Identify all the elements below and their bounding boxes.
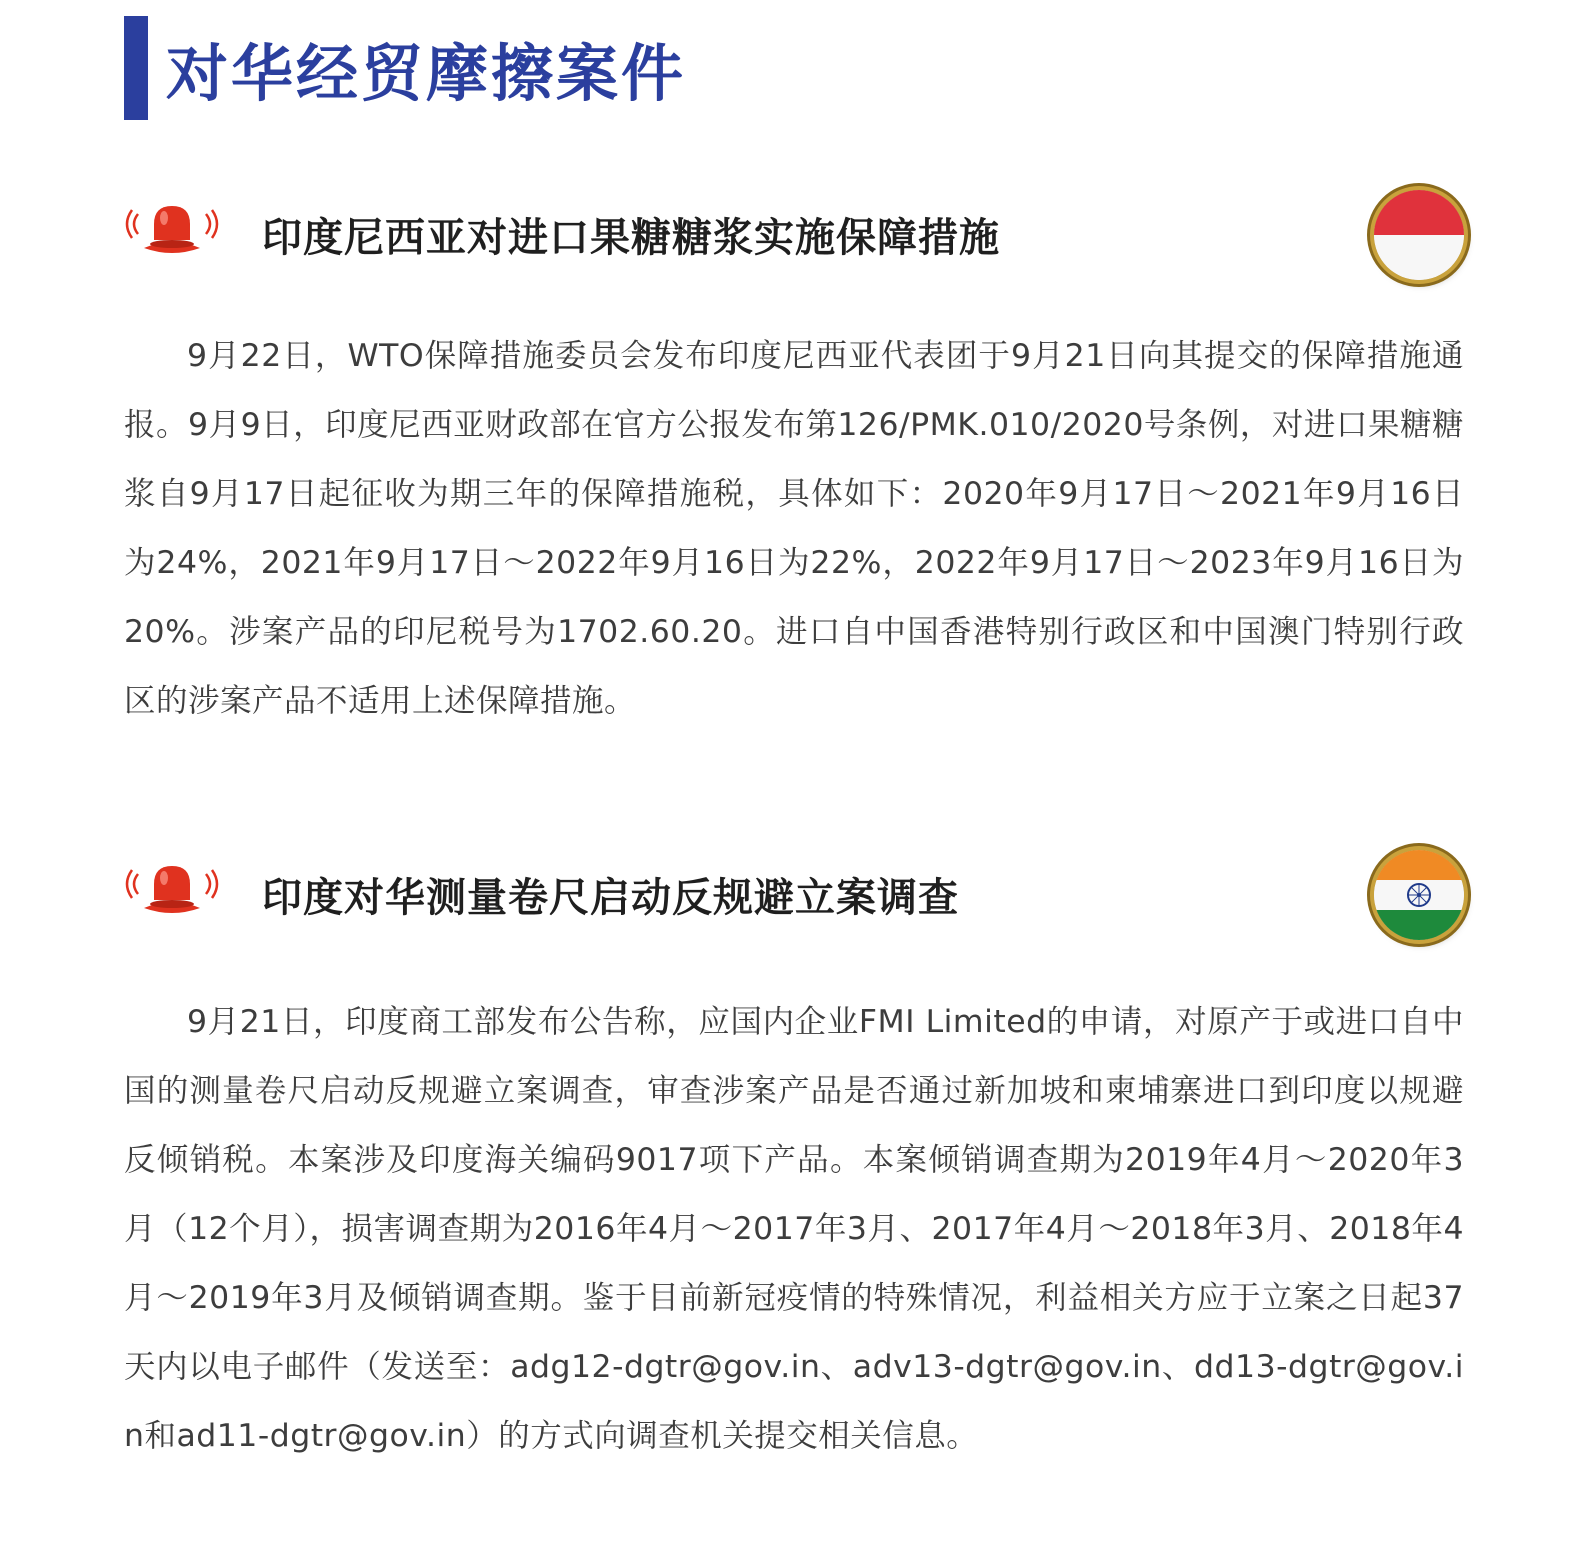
page-title: 对华经贸摩擦案件 (166, 36, 687, 110)
case-header (124, 190, 1464, 280)
case-item (124, 850, 1464, 1471)
alarm-bell-icon (124, 860, 220, 918)
case-header (124, 850, 1464, 940)
indonesia-flag-icon (1374, 190, 1464, 280)
page-header (124, 16, 686, 120)
case-item (124, 190, 1464, 736)
header-accent-bar (124, 16, 148, 120)
case-body: 9月22日，WTO保障措施委员会发布印度尼西亚代表团于9月21日向其提交的保障措施通报。9月9日，印度尼西亚财政部在官方公报发布第126/PMK.010/2020号条例，对进口果糖糖浆自9月17日起征收为期三年的保障措施税，具体如下：2020年9月17日～2021年9月16日为24%，2021年9月17日～2022年9月16日为22%，2022年9月17日～2023年9月16日为20%。涉案产品的印尼税号为1702.60.20。进口自中国香港特别行政区和中国澳门特别行政区的涉案产品不适用上述保障措施。 (124, 338, 1464, 719)
case-title: 印度尼西亚对进口果糖糖浆实施保障措施 (262, 215, 1000, 261)
case-body: 9月21日，印度商工部发布公告称，应国内企业FMI Limited的申请，对原产于或进口自中国的测量卷尺启动反规避立案调查，审查涉案产品是否通过新加坡和柬埔寨进口到印度以规避反倾销税。本案涉及印度海关编码9017项下产品。本案倾销调查期为2019年4月～2020年3月（12个月），损害调查期为2016年4月～2017年3月、2017年4月～2018年3月、2018年4月～2019年3月及倾销调查期。鉴于目前新冠疫情的特殊情况，利益相关方应于立案之日起37天内以电子邮件（发送至：adg12-dgtr@gov.in、adv13-dgtr@gov.in、dd13-dgtr@gov.in和ad11-dgtr@gov.in）的方式向调查机关提交相关信息。 (124, 1004, 1464, 1454)
alarm-bell-icon (124, 200, 220, 258)
case-title: 印度对华测量卷尺启动反规避立案调查 (262, 875, 959, 921)
india-flag-icon (1374, 850, 1464, 940)
